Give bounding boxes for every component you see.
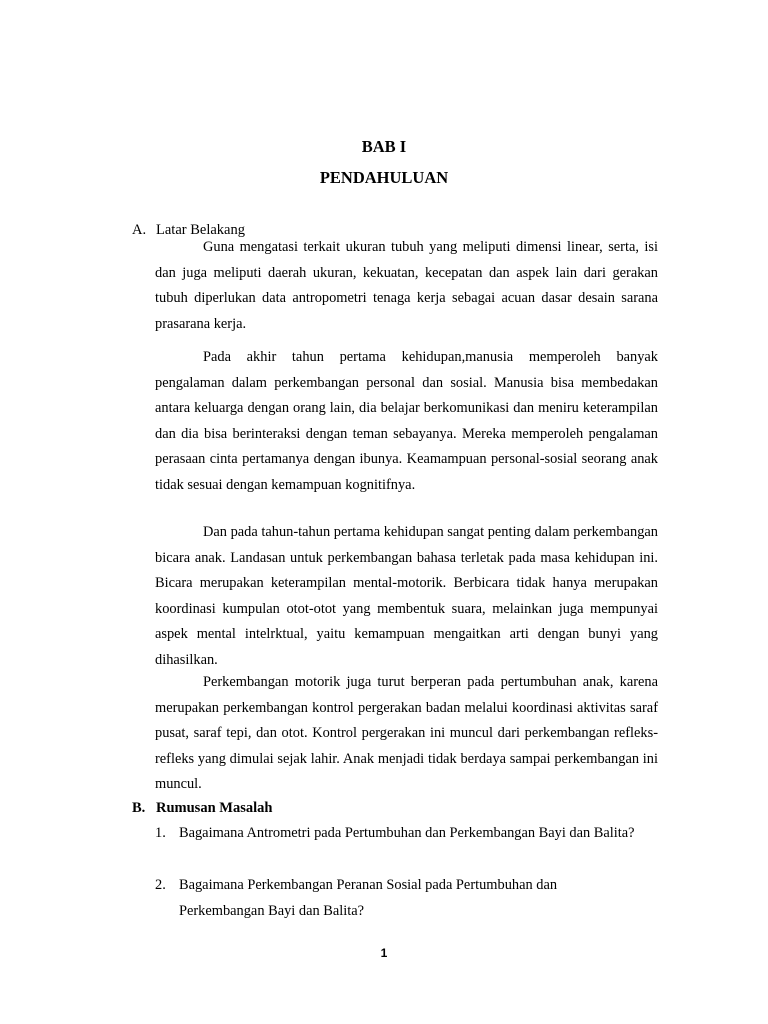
section-b-heading bbox=[132, 800, 272, 817]
list-item-number: 1. bbox=[155, 825, 166, 841]
chapter-label: BAB I bbox=[361, 137, 407, 156]
paragraph-4: Perkembangan motorik juga turut berperan pada pertumbuhan anak, karena merupakan perkembangan kontrol pergerakan badan melalui koordinasi aktivitas saraf pusat, saraf tepi, dan otot. Kontrol pergerakan ini muncul dari perkembangan refleks-refleks yang dimulai sejak lahir. Anak menjadi tidak berdaya sampai perkembangan ini muncul. bbox=[155, 674, 658, 792]
section-b-marker: B. bbox=[132, 800, 146, 816]
paragraph-1: Guna mengatasi terkait ukuran tubuh yang meliputi dimensi linear, serta, isi dan juga meliputi daerah ukuran, kekuatan, kecepatan dan aspek lain dari gerakan tubuh diperlukan data antropometri tenaga kerja sebagai acuan dasar desain sarana prasarana kerja. bbox=[155, 239, 658, 332]
list-item bbox=[155, 872, 635, 924]
section-a-title: Latar Belakang bbox=[156, 222, 245, 238]
list-item-text: Bagaimana Antrometri pada Pertumbuhan dan Perkembangan Bayi dan Balita? bbox=[179, 825, 635, 841]
list-item bbox=[155, 820, 635, 846]
list-item-text: Bagaimana Perkembangan Peranan Sosial pada Pertumbuhan dan Perkembangan Bayi dan Balita? bbox=[179, 877, 558, 919]
list-item-number: 2. bbox=[155, 877, 166, 893]
chapter-title: PENDAHULUAN bbox=[319, 168, 449, 187]
paragraph-3: Dan pada tahun-tahun pertama kehidupan sangat penting dalam perkembangan bicara anak. Landasan untuk perkembangan bahasa terletak pada masa kehidupan ini. Bicara merupakan keterampilan mental-motorik. Berbicara tidak hanya merupakan koordinasi kumpulan otot-otot yang membentuk suara, melainkan juga mempunyai aspek mental intelrktual, yaitu kemampuan mengaitkan arti dengan bunyi yang dihasilkan. bbox=[155, 524, 658, 668]
page-number: 1 bbox=[380, 946, 388, 960]
paragraph-2: Pada akhir tahun pertama kehidupan,manusia memperoleh banyak pengalaman dalam perkembangan personal dan sosial. Manusia bisa membedakan antara keluarga dengan orang lain, dia belajar berkomunikasi dan meniru keterampilan dan dia bisa berinteraksi dengan teman sebayanya. Mereka memperoleh pengalaman perasaan cinta pertamanya dengan ibunya. Keamampuan personal-sosial seorang anak tidak sesuai dengan kemampuan kognitifnya. bbox=[155, 349, 658, 493]
section-b-title: Rumusan Masalah bbox=[156, 800, 273, 816]
section-a-marker: A. bbox=[132, 222, 147, 238]
